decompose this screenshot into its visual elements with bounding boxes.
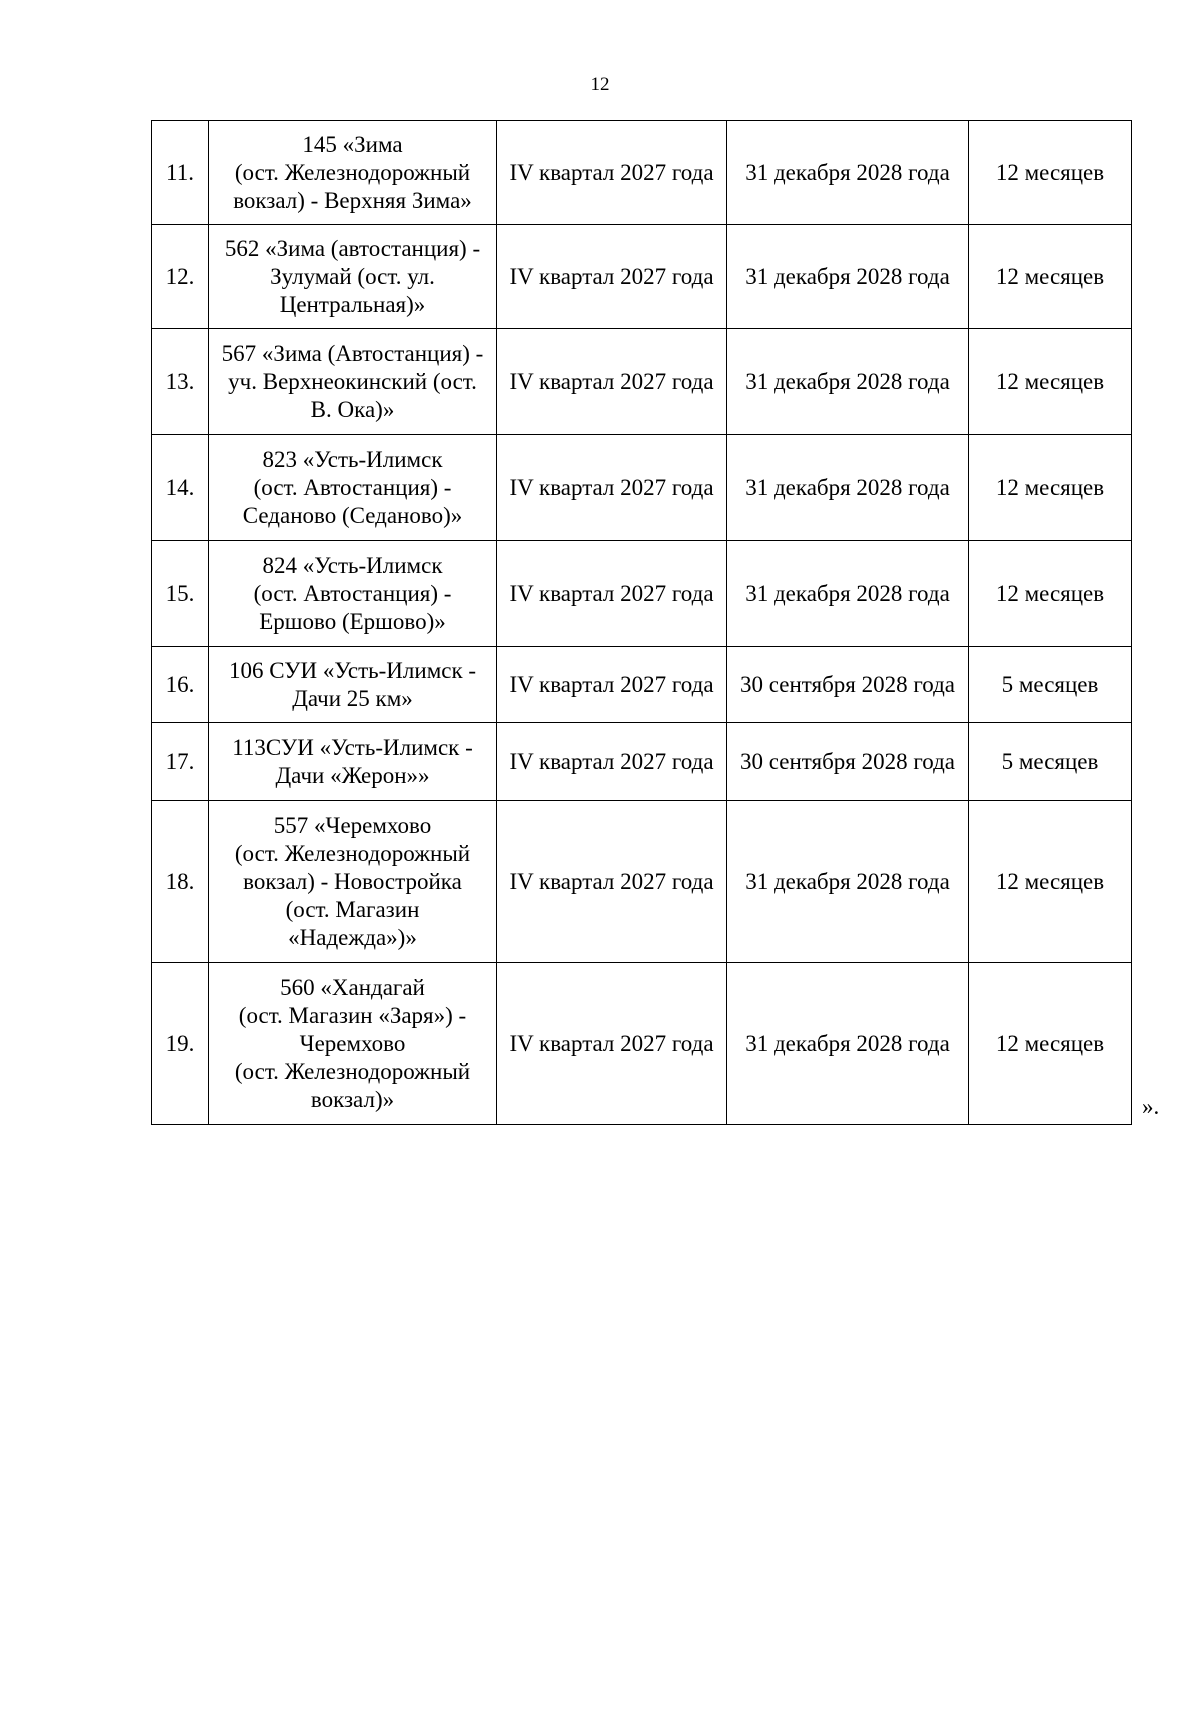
route-line: Ершово (Ершово)» [259,608,446,634]
route-line: вокзал) - Новостройка [243,868,462,894]
route-line: «Надежда»)» [288,924,417,950]
row-number-cell: 12. [152,225,209,329]
duration-cell: 12 месяцев [969,329,1132,435]
duration-cell: 12 месяцев [969,963,1132,1125]
start-period-cell: IV квартал 2027 года [497,225,727,329]
route-line: Центральная)» [279,291,426,317]
route-line: Черемхово [299,1030,406,1056]
route-line: вокзал)» [310,1086,395,1112]
route-line: Седаново (Седаново)» [242,502,463,528]
row-number-cell: 16. [152,647,209,723]
end-date-cell: 31 декабря 2028 года [727,801,969,963]
route-line: Дачи 25 км» [292,685,413,711]
route-line: 145 «Зима [302,131,403,157]
route-line: 106 СУИ «Усть-Илимск - [228,657,477,683]
row-number-cell: 13. [152,329,209,435]
route-line: вокзал) - Верхняя Зима» [233,187,472,213]
row-number-cell: 11. [152,121,209,225]
route-cell [209,541,497,647]
duration-cell: 12 месяцев [969,541,1132,647]
route-cell [209,647,497,723]
route-line: 562 «Зима (автостанция) - [224,235,481,261]
table-row [152,329,1132,435]
duration-cell: 5 месяцев [969,723,1132,801]
route-line: 823 «Усть-Илимск [262,446,443,472]
table-row [152,647,1132,723]
route-cell [209,723,497,801]
route-cell [209,963,497,1125]
end-date-cell: 31 декабря 2028 года [727,435,969,541]
route-line: 113СУИ «Усть-Илимск - [232,734,473,760]
route-cell [209,801,497,963]
route-line: (ост. Магазин «Заря») - [238,1002,467,1028]
route-cell [209,121,497,225]
row-number-cell: 15. [152,541,209,647]
page-number: 12 [590,74,610,95]
end-date-cell: 31 декабря 2028 года [727,329,969,435]
end-date-cell: 31 декабря 2028 года [727,121,969,225]
table-row [152,801,1132,963]
route-cell [209,225,497,329]
route-line: Дачи «Жерон»» [275,762,430,788]
route-line: В. Ока)» [310,396,395,422]
route-line: 824 «Усть-Илимск [262,552,443,578]
duration-cell: 12 месяцев [969,801,1132,963]
end-date-cell: 30 сентября 2028 года [727,723,969,801]
start-period-cell: IV квартал 2027 года [497,723,727,801]
duration-cell: 12 месяцев [969,435,1132,541]
start-period-cell: IV квартал 2027 года [497,121,727,225]
route-line: (ост. Железнодорожный [234,159,471,185]
table-row [152,963,1132,1125]
table-row [152,121,1132,225]
route-line: (ост. Железнодорожный [234,1058,471,1084]
start-period-cell: IV квартал 2027 года [497,329,727,435]
table-row [152,541,1132,647]
duration-cell: 5 месяцев [969,647,1132,723]
start-period-cell: IV квартал 2027 года [497,435,727,541]
start-period-cell: IV квартал 2027 года [497,647,727,723]
duration-cell: 12 месяцев [969,121,1132,225]
routes-table [151,120,1132,1125]
route-line: Зулумай (ост. ул. [270,263,435,289]
route-cell [209,435,497,541]
route-line: (ост. Автостанция) - [253,580,452,606]
table-row [152,225,1132,329]
route-line: (ост. Магазин [285,896,420,922]
route-line: (ост. Автостанция) - [253,474,452,500]
route-line: 557 «Черемхово [273,812,432,838]
row-number-cell: 17. [152,723,209,801]
row-number-cell: 18. [152,801,209,963]
start-period-cell: IV квартал 2027 года [497,541,727,647]
route-cell [209,329,497,435]
routes-table-body [152,121,1132,1125]
end-date-cell: 31 декабря 2028 года [727,225,969,329]
start-period-cell: IV квартал 2027 года [497,801,727,963]
row-number-cell: 14. [152,435,209,541]
end-date-cell: 31 декабря 2028 года [727,541,969,647]
table-row [152,723,1132,801]
table-row [152,435,1132,541]
duration-cell: 12 месяцев [969,225,1132,329]
route-line: (ост. Железнодорожный [234,840,471,866]
route-line: 560 «Хандагай [280,974,425,1000]
route-line: 567 «Зима (Автостанция) - [221,340,484,366]
closing-quote: ». [1142,1094,1160,1119]
start-period-cell: IV квартал 2027 года [497,963,727,1125]
end-date-cell: 30 сентября 2028 года [727,647,969,723]
route-line: уч. Верхнеокинский (ост. [228,368,477,394]
end-date-cell: 31 декабря 2028 года [727,963,969,1125]
row-number-cell: 19. [152,963,209,1125]
